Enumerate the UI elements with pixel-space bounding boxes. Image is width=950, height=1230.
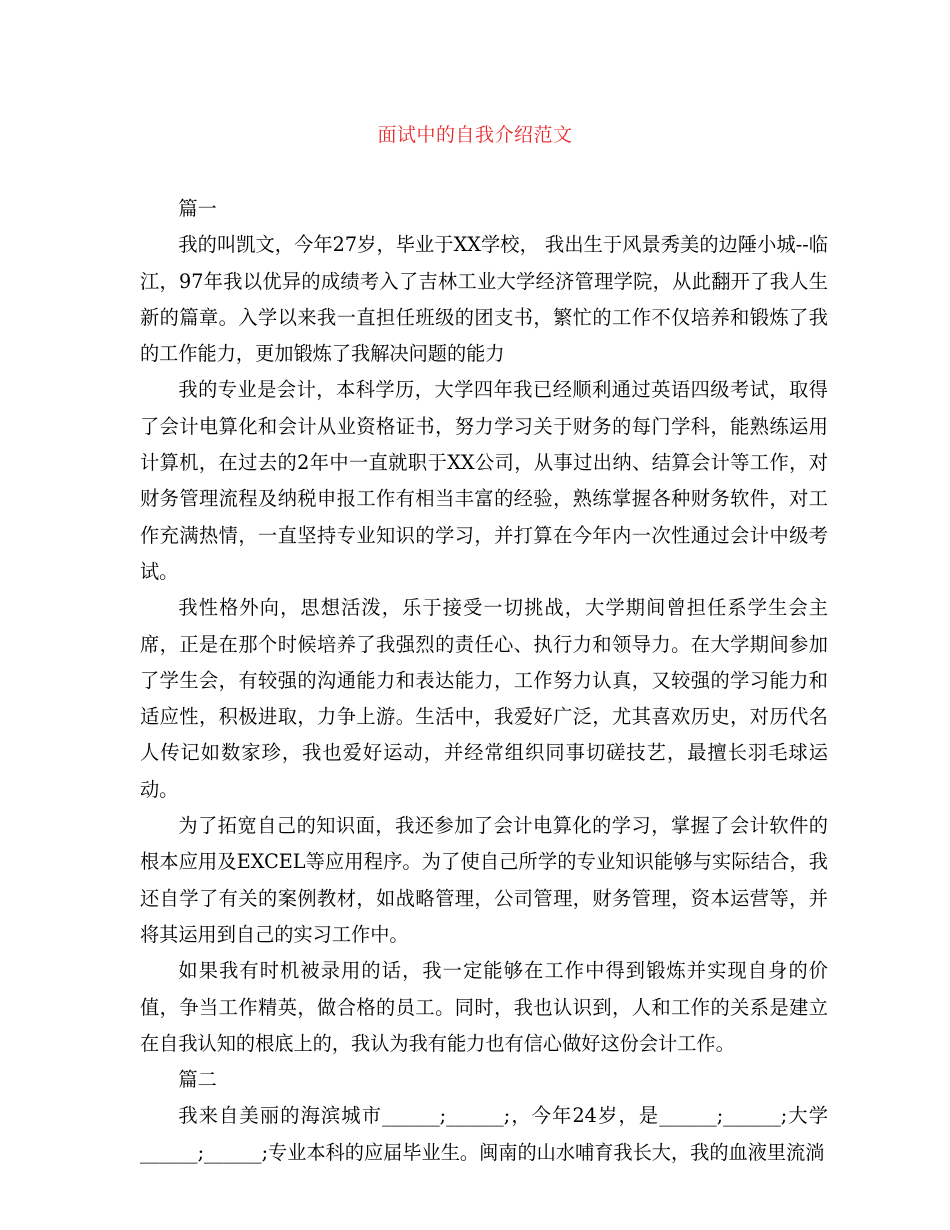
section-1-paragraph-3: 我性格外向，思想活泼，乐于接受一切挑战，大学期间曾担任系学生会主席，正是在那个时候培养了我强烈的责任心、执行力和领导力。在大学期间参加了学生会，有较强的沟通能力和表达能力，工作努力认真，又较强的学习能力和适应性，积极进取，力争上游。生活中，我爱好广泛，尤其喜欢历史，对历代名人传记如数家珍，我也爱好运动，并经常组织同事切磋技艺，最擅长羽毛球运动。 [140,596,828,801]
section-2-paragraph-1: 我来自美丽的海滨城市______;______;，今年24岁，是______;______;大学______;______;专业本科的应届毕业生。闽南的山水哺育我长大，我的血液里流淌 [140,1104,828,1164]
section-1-paragraph-1: 我的叫凯文，今年27岁，毕业于XX学校， 我出生于风景秀美的边陲小城--临江，97年我以优异的成绩考入了吉林工业大学经济管理学院，从此翻开了我人生新的篇章。入学以来我一直担任班级的团支书，繁忙的工作不仅培养和锻炼了我的工作能力，更加锻炼了我解决问题的能力 [140,233,828,366]
document-title: 面试中的自我介绍范文 [377,124,573,146]
section-1-paragraph-4: 为了拓宽自己的知识面，我还参加了会计电算化的学习，掌握了会计软件的根本应用及EXCEL等应用程序。为了使自己所学的专业知识能够与实际结合，我还自学了有关的案例教材，如战略管理，公司管理，财务管理，资本运营等，并将其运用到自己的实习工作中。 [140,814,828,946]
section-1-heading: 篇一 [178,197,217,220]
section-1-paragraph-2: 我的专业是会计，本科学历，大学四年我已经顺利通过英语四级考试，取得了会计电算化和会计从业资格证书，努力学习关于财务的每门学科，能熟练运用计算机，在过去的2年中一直就职于XX公司，从事过出纳、结算会计等工作，对财务管理流程及纳税申报工作有相当丰富的经验，熟练掌握各种财务软件，对工作充满热情，一直坚持专业知识的学习，并打算在今年内一次性通过会计中级考试。 [140,378,828,583]
document-body [140,191,828,1171]
section-2-heading: 篇二 [178,1068,217,1092]
section-1-paragraph-5: 如果我有时机被录用的话，我一定能够在工作中得到锻炼并实现自身的价值，争当工作精英，做合格的员工。同时，我也认识到，人和工作的关系是建立在自我认知的根底上的，我认为我有能力也有信心做好这份会计工作。 [140,959,828,1055]
